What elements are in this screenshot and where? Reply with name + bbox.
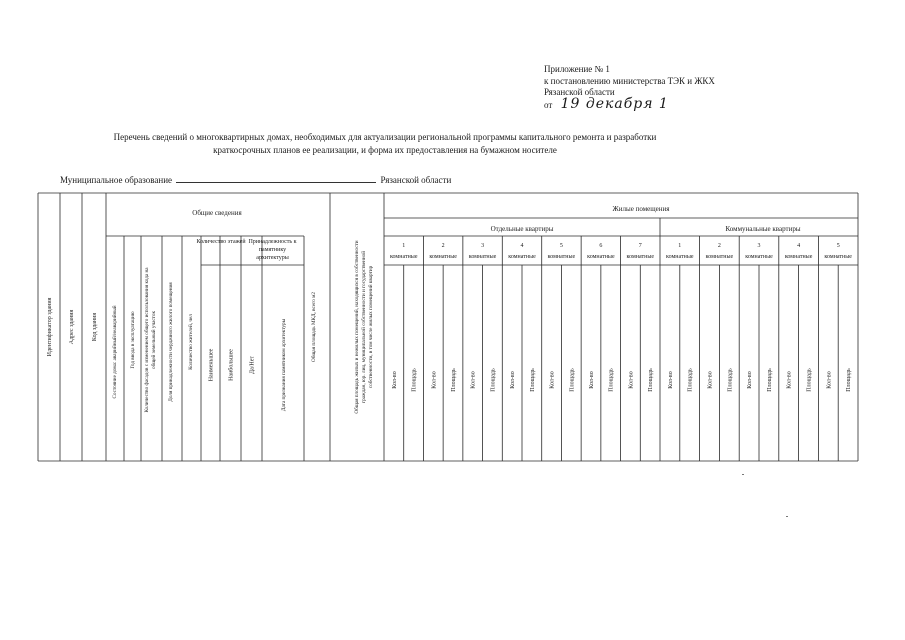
room-count-label: 5 — [559, 243, 563, 249]
residential-header: Жилые помещения — [612, 205, 670, 213]
subheader-area: Площадь — [411, 368, 418, 392]
room-count-label: 4 — [520, 243, 524, 249]
header-arch-date: Дата признания памятником архитектуры — [281, 318, 287, 412]
subheader-area: Площадь — [490, 368, 497, 392]
subheader-area: Площадь — [846, 368, 853, 392]
header-id-column: Идентификатор здания — [47, 297, 53, 357]
room-type-label: комнатные — [666, 254, 694, 260]
scan-speck — [742, 474, 744, 475]
room-count-label: 3 — [481, 243, 485, 249]
room-count-label: 7 — [638, 243, 642, 249]
subheader-count: Кол-во — [510, 371, 517, 389]
subheader-area: Площадь — [648, 368, 655, 392]
municipal-suffix: Рязанской области — [380, 175, 452, 185]
header-floors-max: Наибольшее — [228, 349, 235, 381]
communal-apartments-header: Коммунальные квартиры — [725, 225, 801, 233]
room-count-label: 3 — [757, 243, 761, 249]
header-total-area: Общая площадь МКД, всего м2 — [311, 292, 317, 362]
header-floors-min: Наименьшее — [208, 348, 215, 382]
header-general-column: Год ввода в эксплуатацию — [130, 311, 136, 369]
room-type-label: комнатные — [468, 254, 497, 260]
header-general-column: Состояние дома: аварийный/неаварийный — [112, 305, 118, 399]
subheader-count: Кол-во — [391, 371, 398, 389]
subheader-count: Кол-во — [747, 371, 754, 389]
subheader-count: Кол-во — [431, 371, 438, 389]
room-type-label: комнатные — [547, 254, 576, 260]
room-type-label: комнатные — [824, 254, 852, 260]
room-count-label: 5 — [836, 243, 840, 249]
room-count-label: 4 — [797, 243, 801, 249]
subheader-area: Площадь — [766, 368, 773, 392]
room-count-label: 2 — [717, 243, 721, 249]
header-id-column: Адрес здания — [69, 309, 75, 345]
header-owners-area: граждан, юр. лиц, муниципальной собственности и государственной — [361, 250, 367, 404]
room-type-label: комнатные — [389, 254, 418, 260]
header-general-column: общей земельный участок — [151, 311, 157, 369]
arch-header: архитектуры — [256, 255, 289, 261]
municipal-label: Муниципальное образование — [60, 175, 173, 185]
subheader-count: Кол-во — [589, 371, 595, 389]
appendix-line: к постановлению министерства ТЭК и ЖКХ — [544, 75, 715, 86]
arch-header: памятнику — [258, 247, 287, 253]
general-header: Общие сведения — [192, 209, 242, 217]
subheader-area: Площадь — [727, 368, 734, 392]
room-count-label: 2 — [441, 243, 445, 249]
subheader-area: Площадь — [529, 368, 536, 392]
room-type-label: комнатные — [429, 254, 457, 260]
room-type-label: комнатные — [745, 254, 773, 260]
title-line: Перечень сведений о многоквартирных домах, необходимых для актуализации региональной программы капитального ремонта и разработки — [113, 132, 657, 142]
header-general-column: Доля принадлежности чердачного жилого помещения — [168, 282, 174, 402]
subheader-count: Кол-во — [786, 371, 793, 389]
header-owners-area: собственности, в том числе жилых помещений квартир — [368, 265, 374, 389]
room-type-label: комнатные — [784, 254, 813, 260]
subheader-count: Кол-во — [667, 371, 674, 389]
appendix-line: Приложение № 1 — [544, 64, 610, 74]
handwritten-date: 19 декабря 1 — [560, 95, 669, 112]
subheader-area: Площадь — [608, 368, 615, 392]
appendix-line: Рязанской области — [544, 87, 615, 97]
subheader-area: Площадь — [687, 368, 694, 392]
room-count-label: 1 — [402, 243, 406, 249]
floors-header: Количество этажей — [196, 239, 246, 245]
header-id-column: Код здания — [92, 312, 98, 342]
subheader-area: Площадь — [451, 368, 457, 392]
room-count-label: 1 — [678, 243, 682, 249]
header-general-column: Количество жителей, чел — [188, 314, 194, 370]
arch-header: Принадлежность к — [248, 239, 297, 245]
scan-speck — [786, 516, 788, 517]
header-general-column: Количество фасадов с изменением общего использования кода на — [144, 267, 150, 413]
date-prefix: от — [544, 99, 553, 110]
header-arch-yesno: Да/Нет — [249, 355, 256, 375]
separate-apartments-header: Отдельные квартиры — [490, 225, 554, 233]
subheader-count: Кол-во — [826, 371, 833, 389]
subheader-count: Кол-во — [470, 371, 477, 389]
subheader-count: Кол-во — [549, 371, 556, 389]
subheader-area: Площадь — [806, 368, 813, 392]
room-type-label: комнатные — [626, 254, 655, 260]
room-type-label: комнатные — [508, 254, 536, 260]
subheader-count: Кол-во — [628, 371, 635, 389]
room-type-label: комнатные — [587, 254, 615, 260]
room-count-label: 6 — [599, 243, 603, 249]
header-owners-area: Общая площадь жилых и нежилых помещений, находящихся в собственности — [354, 240, 360, 414]
title-line: краткосрочных планов ее реализации, и форма их предоставления на бумажном носителе — [213, 145, 557, 155]
subheader-count: Кол-во — [707, 371, 714, 389]
subheader-area: Площадь — [569, 368, 576, 392]
room-type-label: комнатные — [705, 254, 734, 260]
